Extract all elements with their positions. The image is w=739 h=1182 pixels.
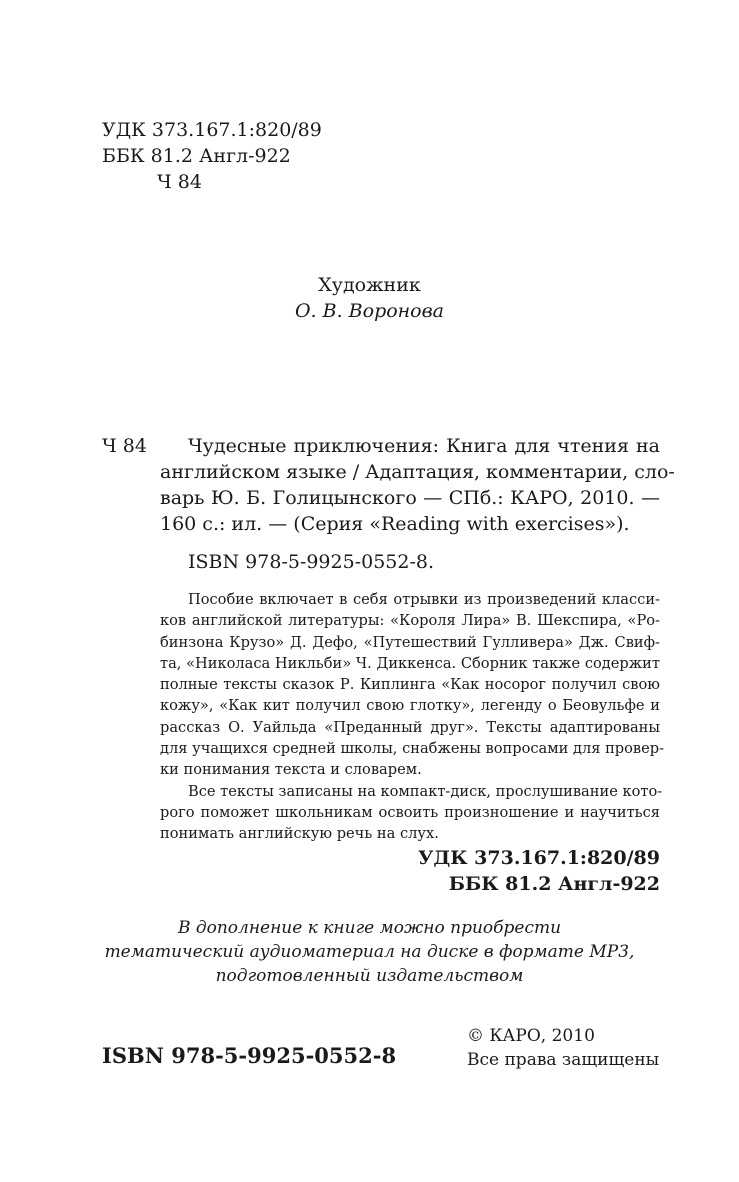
bibliography-line: варь Ю. Б. Голицынского — СПб.: КАРО, 2010. — xyxy=(160,487,660,509)
annotation-line: рого поможет школьникам освоить произношение и научиться xyxy=(160,803,660,821)
artist-name: О. В. Воронова xyxy=(294,300,445,322)
audio-note-line: В дополнение к книге можно приобрести xyxy=(177,918,562,938)
annotation-line: понимать английскую речь на слух. xyxy=(160,825,439,843)
classification xyxy=(418,845,660,897)
bibliography-line: английском языке / Адаптация, комментарии, сло- xyxy=(160,461,675,483)
annotation xyxy=(160,589,665,845)
artist-label: Художник xyxy=(318,274,421,296)
annotation-line: та, «Николаса Никльби» Ч. Диккенса. Сборник также содержит xyxy=(160,654,660,672)
bibliography-mark: Ч 84 xyxy=(102,435,147,457)
annotation-line: кожу», «Как кит получил свою глотку», легенду о Беовульфе и xyxy=(160,697,660,715)
header-author-mark: Ч 84 xyxy=(157,171,202,193)
annotation-line: Пособие включает в себя отрывки из произведений класси- xyxy=(188,591,660,608)
annotation-line: ки понимания текста и словарем. xyxy=(160,761,422,779)
bibliography-description xyxy=(160,433,675,537)
artist-block xyxy=(0,272,739,324)
annotation-line: бинзона Крузо» Д. Дефо, «Путешествий Гулливера» Дж. Свиф- xyxy=(160,633,660,651)
annotation-line: полные тексты сказок Р. Киплинга «Как носорог получил свою xyxy=(160,676,660,694)
audio-note xyxy=(0,916,739,988)
audio-note-line: тематический аудиоматериал на диске в формате MP3, xyxy=(104,942,635,962)
audio-note-line: подготовленный издательством xyxy=(215,966,524,986)
annotation-line: Все тексты записаны на компакт-диск, прослушивание кото- xyxy=(188,782,663,800)
header-codes xyxy=(102,117,322,195)
header-udk: УДК 373.167.1:820/89 xyxy=(102,119,322,141)
classification-bbk: ББК 81.2 Англ-922 xyxy=(448,873,660,895)
copyright: © КАРО, 2010 xyxy=(467,1026,595,1046)
annotation-line: рассказ О. Уайльда «Преданный друг». Тексты адаптированы xyxy=(160,718,660,736)
bibliography-isbn: ISBN 978-5-9925-0552-8. xyxy=(188,551,435,573)
footer-rights-block xyxy=(467,1024,659,1072)
bibliography-line: 160 с.: ил. — (Серия «Reading with exercises»). xyxy=(160,513,630,535)
header-bbk: ББК 81.2 Англ-922 xyxy=(102,145,291,167)
classification-udk: УДК 373.167.1:820/89 xyxy=(417,847,660,869)
annotation-line: ков английской литературы: «Короля Лира» В. Шекспира, «Ро- xyxy=(160,612,660,630)
bibliography-line: Чудесные приключения: Книга для чтения на xyxy=(188,435,660,457)
rights-reserved: Все права защищены xyxy=(467,1050,660,1070)
footer-isbn: ISBN 978-5-9925-0552-8 xyxy=(102,1043,397,1068)
annotation-line: для учащихся средней школы, снабжены вопросами для провер- xyxy=(160,740,665,758)
